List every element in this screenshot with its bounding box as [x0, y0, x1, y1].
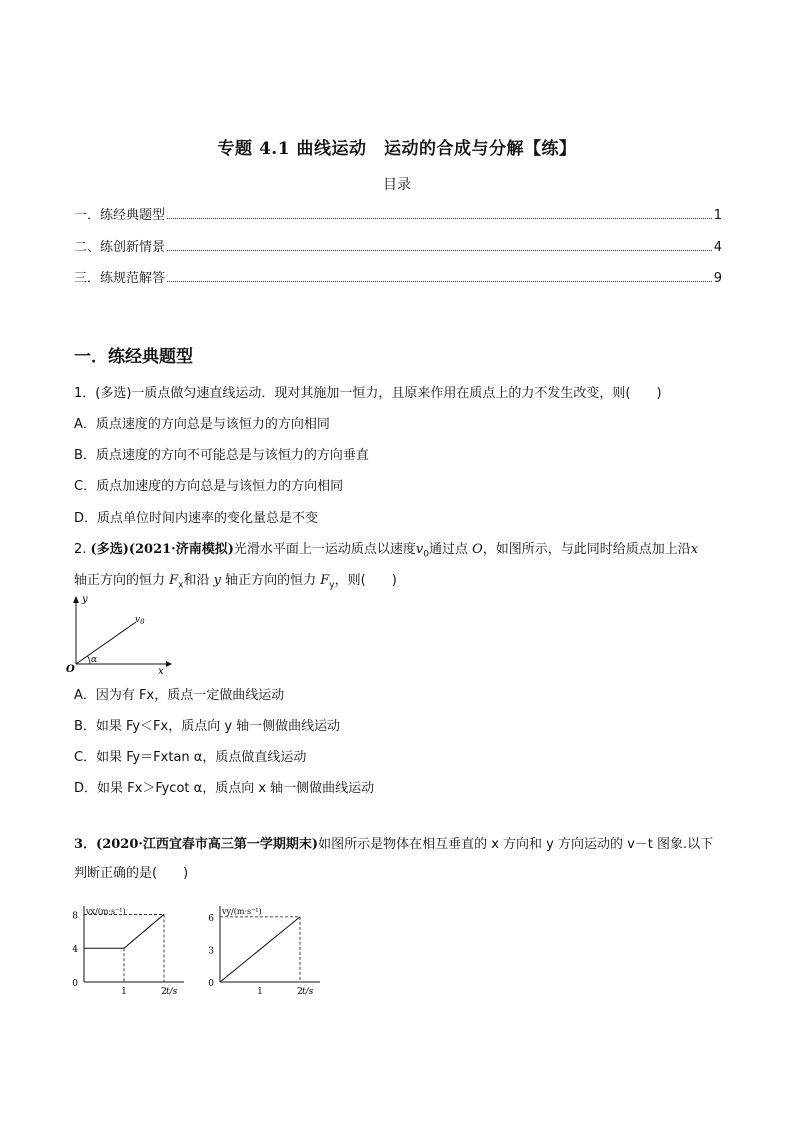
toc-item-page: 1 — [713, 208, 722, 223]
y-axis-label: vy/(m·s⁻¹) — [222, 907, 262, 916]
q2-stem-line1: 2. (多选)(2021·济南模拟)光滑水平面上一运动质点以速度$v_0$通过点 O，如图所示，与此同时给质点加上沿x — [74, 542, 699, 560]
series-line — [220, 917, 300, 982]
vx-t-chart — [62, 896, 192, 1000]
q3-stem-line1: 3．(2020·江西宜春市高三第一学期期末)如图所示是物体在相互垂直的 x 方向和 y 方向运动的 v－t 图象.以下 — [74, 837, 714, 852]
section-heading: 一．练经典题型 — [74, 347, 193, 367]
q1-option-a: A．质点速度的方向总是与该恒力的方向相同 — [74, 417, 330, 432]
toc-leader — [167, 218, 712, 219]
angle-arc — [88, 656, 91, 664]
x-tick-label: 2 — [297, 987, 303, 997]
x-axis-label: t/s — [166, 987, 178, 997]
q2-option-b: B．如果 Fy＜Fx，质点向 y 轴一侧做曲线运动 — [74, 719, 341, 734]
toc-item-page: 9 — [713, 271, 722, 286]
q2-option-c: C．如果 Fy＝Fxtan α，质点做直线运动 — [74, 750, 307, 765]
x-axis-arrow — [166, 661, 172, 667]
toc-item-page: 4 — [713, 240, 722, 255]
toc-item[interactable] — [74, 203, 722, 223]
q2-stem-line2: 轴正方向的恒力 $F_x$和沿 y 轴正方向的恒力 $F_y$，则( ) — [74, 573, 397, 591]
y-axis-arrow — [73, 596, 79, 603]
q1-option-b: B．质点速度的方向不可能总是与该恒力的方向垂直 — [74, 448, 369, 463]
q1-stem: 1．(多选)一质点做匀速直线运动．现对其施加一恒力，且原来作用在质点上的力不发生改变，则( ) — [74, 386, 662, 401]
origin-label: O — [66, 664, 75, 674]
toc-leader — [167, 250, 712, 251]
series-line — [84, 914, 164, 948]
x-axis-label: t/s — [302, 987, 314, 997]
y-tick-label: 8 — [72, 911, 78, 922]
x-axis-label: x — [158, 666, 164, 674]
y-axis-label: y — [82, 594, 88, 605]
q1-option-d: D．质点单位时间内速率的变化量总是不变 — [74, 511, 319, 526]
angle-label: α — [91, 655, 98, 665]
x-tick-label: 1 — [121, 987, 127, 997]
y-tick-label: 4 — [72, 945, 78, 956]
toc-leader — [167, 281, 712, 282]
toc-heading: 目录 — [383, 177, 411, 193]
q2-velocity-figure — [66, 594, 176, 674]
page-title: 专题 4.1 曲线运动 运动的合成与分解【练】 — [217, 139, 577, 159]
velocity-vector — [76, 622, 136, 664]
q2-option-a: A．因为有 Fx，质点一定做曲线运动 — [74, 688, 285, 703]
q2-option-d: D．如果 Fx＞Fycot α，质点向 x 轴一侧做曲线运动 — [74, 781, 375, 796]
toc-item-label: 一．练经典题型 — [74, 208, 166, 223]
y-tick-label: 3 — [208, 946, 214, 957]
q2-source: (多选)(2021·济南模拟) — [90, 542, 234, 557]
vy-t-chart — [198, 896, 328, 1000]
x-tick-label: 1 — [257, 987, 263, 997]
q1-option-c: C．质点加速度的方向总是与该恒力的方向相同 — [74, 479, 344, 494]
y-tick-label: 6 — [208, 913, 214, 924]
vector-label: $v_0$ — [135, 615, 145, 626]
toc-item-label: 三．练规范解答 — [74, 271, 166, 286]
x-tick-label: 2 — [161, 987, 167, 997]
toc-item-label: 二、练创新情景 — [74, 240, 166, 255]
y-tick-label: 0 — [72, 979, 78, 989]
toc-item[interactable] — [74, 266, 722, 286]
toc-item[interactable] — [74, 235, 722, 255]
q3-stem-line2: 判断正确的是( ) — [74, 866, 189, 881]
q3-source: 3．(2020·江西宜春市高三第一学期期末) — [74, 837, 319, 852]
y-tick-label: 0 — [208, 979, 214, 989]
y-axis-label: vx/(m·s⁻¹) — [86, 907, 126, 916]
